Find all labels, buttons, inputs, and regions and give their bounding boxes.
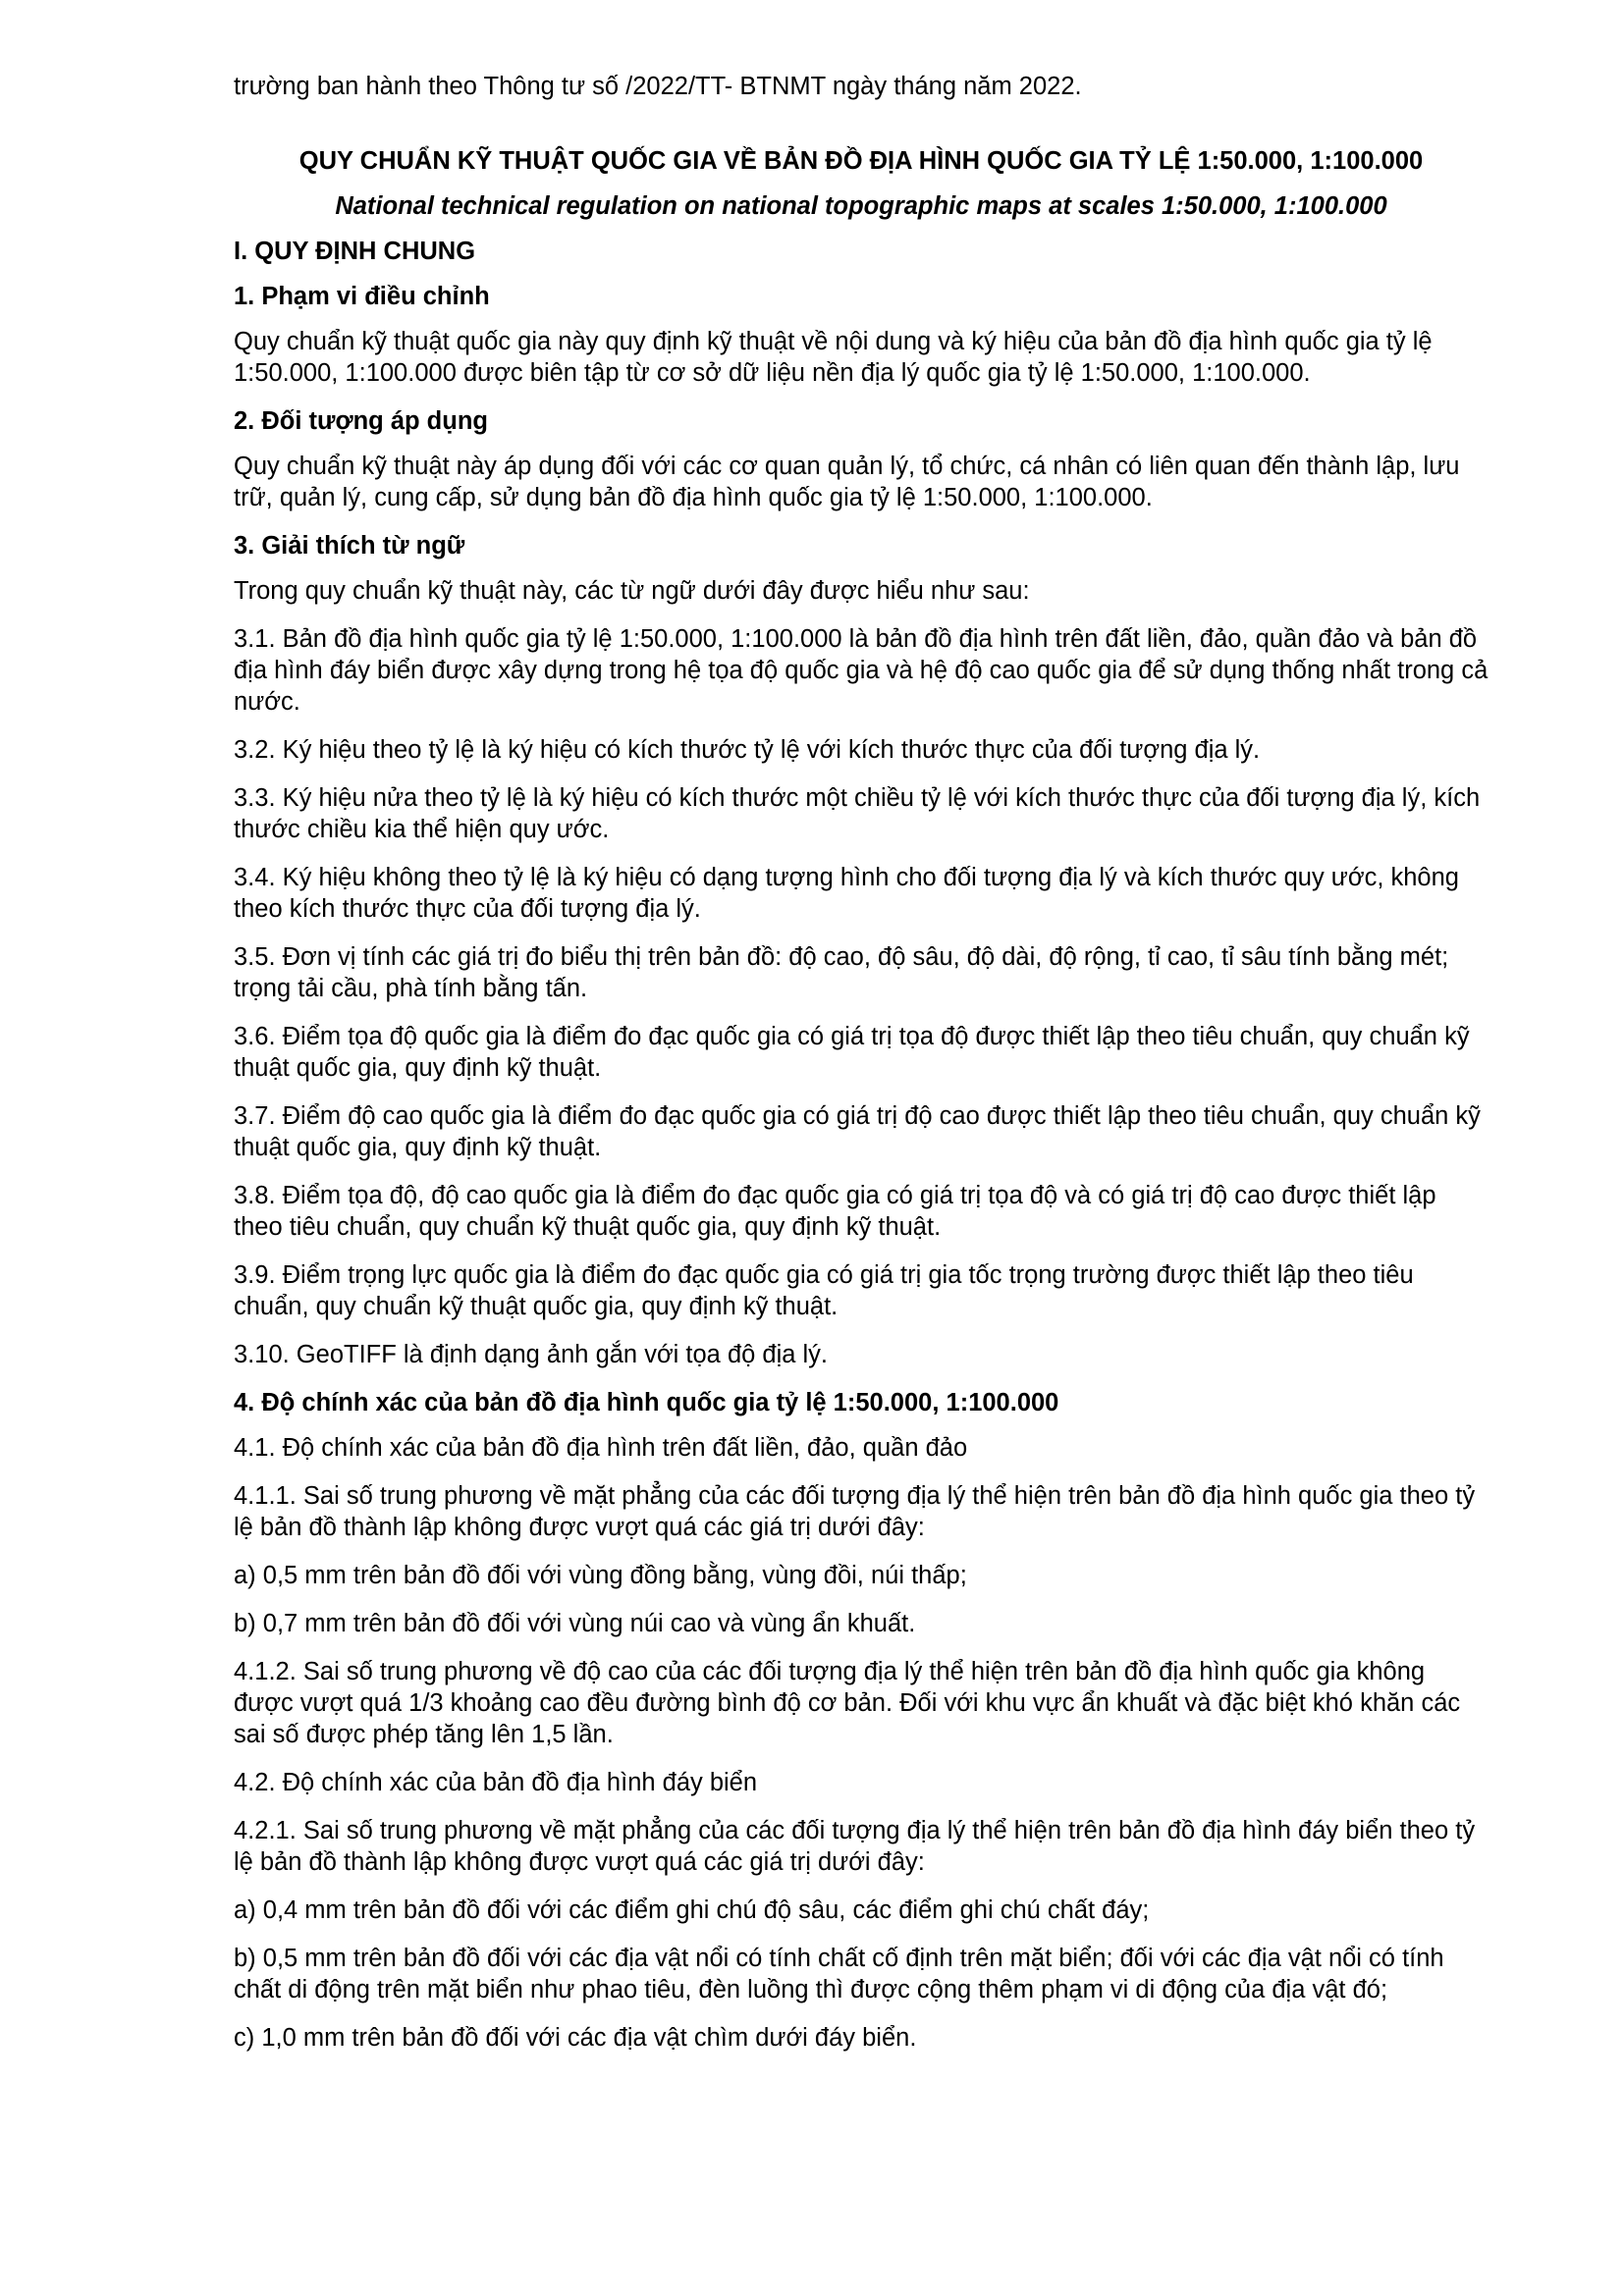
definition-item: 3.10. GeoTIFF là định dạng ảnh gắn với tọa độ địa lý. bbox=[234, 1341, 829, 1368]
section-1-heading: 1. Phạm vi điều chỉnh bbox=[234, 283, 490, 310]
section-2-heading: 2. Đối tượng áp dụng bbox=[234, 407, 488, 435]
accuracy-item: c) 1,0 mm trên bản đồ đối với các địa vật chìm dưới đáy biển. bbox=[234, 2024, 917, 2052]
definition-item: 3.2. Ký hiệu theo tỷ lệ là ký hiệu có kích thước tỷ lệ với kích thước thực của đối tượng địa lý. bbox=[234, 736, 1261, 764]
definition-item: 3.7. Điểm độ cao quốc gia là điểm đo đạc quốc gia có giá trị độ cao được thiết lập theo tiêu chuẩn, quy chuẩn kỹ thuật quốc gia, quy định kỹ thuật. bbox=[234, 1102, 1481, 1161]
definition-item: 3.8. Điểm tọa độ, độ cao quốc gia là điểm đo đạc quốc gia có giá trị tọa độ và có giá trị độ cao được thiết lập theo tiêu chuẩn, quy chuẩn kỹ thuật quốc gia, quy định kỹ thuật. bbox=[234, 1182, 1436, 1241]
section-2-text: Quy chuẩn kỹ thuật này áp dụng đối với các cơ quan quản lý, tổ chức, cá nhân có liên quan đến thành lập, lưu trữ, quản lý, cung cấp, sử dụng bản đồ địa hình quốc gia tỷ lệ 1:50.000, 1:100.000. bbox=[234, 453, 1460, 511]
accuracy-item: 4.2. Độ chính xác của bản đồ địa hình đáy biển bbox=[234, 1769, 758, 1796]
accuracy-item: 4.1.1. Sai số trung phương về mặt phẳng của các đối tượng địa lý thể hiện trên bản đồ địa hình quốc gia theo tỷ lệ bản đồ thành lập không được vượt quá các giá trị dưới đây: bbox=[234, 1482, 1476, 1541]
accuracy-item: b) 0,5 mm trên bản đồ đối với các địa vật nổi có tính chất cố định trên mặt biển; đối với các địa vật nổi có tính chất di động trên mặt biển như phao tiêu, đèn luồng thì được cộng thêm phạm vi di động của địa vật đó; bbox=[234, 1945, 1444, 2003]
document-title: QUY CHUẨN KỸ THUẬT QUỐC GIA VỀ BẢN ĐỒ ĐỊA HÌNH QUỐC GIA TỶ LỆ 1:50.000, 1:100.000 bbox=[298, 147, 1424, 175]
definition-item: 3.5. Đơn vị tính các giá trị đo biểu thị trên bản đồ: độ cao, độ sâu, độ dài, độ rộng, tỉ cao, tỉ sâu tính bằng mét; trọng tải cầu, phà tính bằng tấn. bbox=[234, 943, 1449, 1002]
definition-item: 3.6. Điểm tọa độ quốc gia là điểm đo đạc quốc gia có giá trị tọa độ được thiết lập theo tiêu chuẩn, quy chuẩn kỹ thuật quốc gia, quy định kỹ thuật. bbox=[234, 1023, 1470, 1082]
accuracy-item: a) 0,5 mm trên bản đồ đối với vùng đồng bằng, vùng đồi, núi thấp; bbox=[234, 1562, 967, 1589]
accuracy-item: b) 0,7 mm trên bản đồ đối với vùng núi cao và vùng ẩn khuất. bbox=[234, 1610, 916, 1637]
accuracy-item: 4.2.1. Sai số trung phương về mặt phẳng của các đối tượng địa lý thể hiện trên bản đồ địa hình đáy biển theo tỷ lệ bản đồ thành lập không được vượt quá các giá trị dưới đây: bbox=[234, 1817, 1476, 1876]
definition-item: 3.3. Ký hiệu nửa theo tỷ lệ là ký hiệu có kích thước một chiều tỷ lệ với kích thước thực của đối tượng địa lý, kích thước chiều kia thể hiện quy ước. bbox=[234, 784, 1481, 843]
part-heading: I. QUY ĐỊNH CHUNG bbox=[234, 238, 476, 265]
definition-item: 3.4. Ký hiệu không theo tỷ lệ là ký hiệu có dạng tượng hình cho đối tượng địa lý và kích thước quy ước, không theo kích thước thực của đối tượng địa lý. bbox=[234, 864, 1459, 923]
accuracy-item: 4.1.2. Sai số trung phương về độ cao của các đối tượng địa lý thể hiện trên bản đồ địa hình quốc gia không được vượt quá 1/3 khoảng cao đều đường bình độ cơ bản. Đối với khu vực ẩn khuất và đặc biệt khó khăn các sai số được phép tăng lên 1,5 lần. bbox=[234, 1658, 1461, 1748]
section-3-heading: 3. Giải thích từ ngữ bbox=[234, 532, 465, 560]
definition-item: 3.1. Bản đồ địa hình quốc gia tỷ lệ 1:50.000, 1:100.000 là bản đồ địa hình trên đất liền, đảo, quần đảo và bản đồ địa hình đáy biển được xây dựng trong hệ tọa độ quốc gia và hệ độ cao quốc gia để sử dụng thống nhất trong cả nước. bbox=[234, 625, 1489, 716]
document-subtitle: National technical regulation on national topographic maps at scales 1:50.000, 1:100.000 bbox=[335, 192, 1387, 220]
accuracy-item: a) 0,4 mm trên bản đồ đối với các điểm ghi chú độ sâu, các điểm ghi chú chất đáy; bbox=[234, 1896, 1150, 1924]
document-page bbox=[234, 71, 1489, 2070]
section-4-heading: 4. Độ chính xác của bản đồ địa hình quốc gia tỷ lệ 1:50.000, 1:100.000 bbox=[234, 1389, 1059, 1416]
definition-item: 3.9. Điểm trọng lực quốc gia là điểm đo đạc quốc gia có giá trị gia tốc trọng trường được thiết lập theo tiêu chuẩn, quy chuẩn kỹ thuật quốc gia, quy định kỹ thuật. bbox=[234, 1261, 1414, 1320]
section-3-intro: Trong quy chuẩn kỹ thuật này, các từ ngữ dưới đây được hiểu như sau: bbox=[234, 577, 1030, 605]
section-1-text: Quy chuẩn kỹ thuật quốc gia này quy định kỹ thuật về nội dung và ký hiệu của bản đồ địa hình quốc gia tỷ lệ 1:50.000, 1:100.000 được biên tập từ cơ sở dữ liệu nền địa lý quốc gia tỷ lệ 1:50.000, 1:100.000. bbox=[234, 328, 1433, 387]
intro-line: trường ban hành theo Thông tư số /2022/TT- BTNMT ngày tháng năm 2022. bbox=[234, 73, 1082, 100]
accuracy-item: 4.1. Độ chính xác của bản đồ địa hình trên đất liền, đảo, quần đảo bbox=[234, 1434, 968, 1462]
